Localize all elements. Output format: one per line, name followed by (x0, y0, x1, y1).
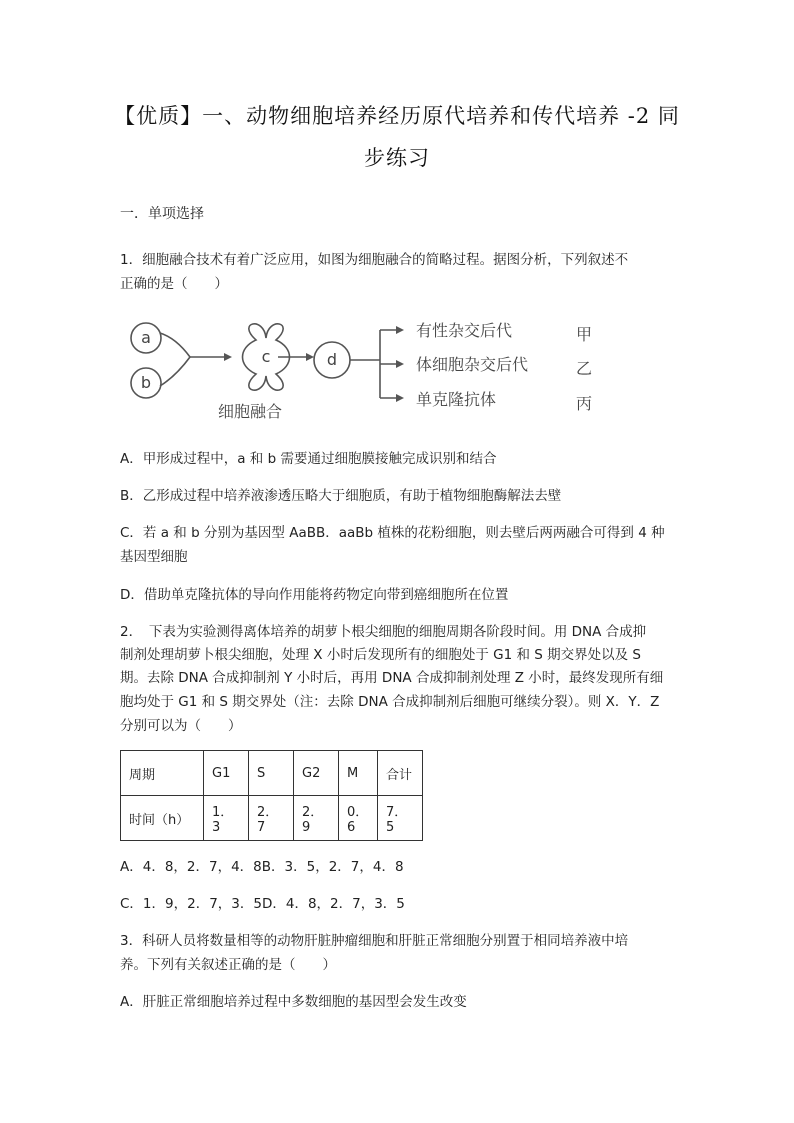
cell-c-label: c (261, 347, 271, 366)
document-title-line1: 【优质】一、动物细胞培养经历原代培养和传代培养 -2 同 (114, 104, 680, 128)
arrowhead-d (306, 353, 314, 361)
q1-option-c-line2: 基因型细胞 (120, 549, 188, 565)
fusion-label: 细胞融合 (218, 402, 283, 421)
document-title-line2: 步练习 (364, 146, 430, 170)
table-header-cell: G2 (294, 751, 339, 796)
outcome-mark-1: 甲 (576, 325, 593, 344)
table-cell: 1．3 (204, 796, 249, 841)
cell-d-label: d (326, 350, 338, 369)
outcome-label-1: 有性杂交后代 (416, 321, 513, 340)
table-header-cell: 合计 (378, 751, 423, 796)
outcome-label-2: 体细胞杂交后代 (416, 355, 529, 374)
table-cell: 时间（h） (121, 796, 204, 841)
table-row (121, 796, 423, 841)
outcome-mark-2: 乙 (576, 359, 593, 378)
q1-option-b: B．乙形成过程中培养液渗透压略大于细胞质，有助于植物细胞酶解法去壁 (120, 488, 562, 504)
cell-fusion-diagram (118, 310, 608, 425)
q3-option-a: A．肝脏正常细胞培养过程中多数细胞的基因型会发生改变 (120, 994, 467, 1010)
table-cell: 7．5 (378, 796, 423, 841)
merge-lines (160, 333, 190, 386)
arrowhead-middle (396, 360, 404, 368)
table-header-cell: M (339, 751, 378, 796)
q2-stem-line2: 制剂处理胡萝卜根尖细胞，处理 X 小时后发现所有的细胞处于 G1 和 S 期交界处以及 S (120, 647, 641, 663)
q1-option-a: A．甲形成过程中，a 和 b 需要通过细胞膜接触完成识别和结合 (120, 451, 497, 467)
q1-option-c-line1: C．若 a 和 b 分别为基因型 AaBB．aaBb 植株的花粉细胞，则去壁后两两融合可得到 4 种 (120, 525, 665, 541)
q2-stem-line5: 分别可以为（ ） (120, 718, 242, 734)
q1-stem-line1: 1．细胞融合技术有着广泛应用，如图为细胞融合的简略过程。据图分析，下列叙述不 (120, 252, 629, 268)
arrowhead-bottom (396, 394, 404, 402)
section-heading: 一．单项选择 (120, 206, 204, 222)
q2-options-line2: C．1．9，2．7，3．5D．4．8，2．7，3．5 (120, 896, 405, 912)
arrowhead-top (396, 326, 404, 334)
q1-stem-line2: 正确的是（ ） (120, 276, 228, 292)
table-header-cell: 周期 (121, 751, 204, 796)
cell-cycle-table (120, 750, 423, 841)
table-header-row (121, 751, 423, 796)
cell-a-label: a (141, 328, 151, 347)
outcome-mark-3: 丙 (576, 394, 593, 413)
table-header-cell: G1 (204, 751, 249, 796)
q3-stem-line1: 3．科研人员将数量相等的动物肝脏肿瘤细胞和肝脏正常细胞分别置于相同培养液中培 (120, 933, 629, 949)
cell-b-label: b (140, 373, 152, 392)
q1-option-d: D．借助单克隆抗体的导向作用能将药物定向带到癌细胞所在位置 (120, 587, 509, 603)
table-header-cell: S (249, 751, 294, 796)
q3-stem-line2: 养。下列有关叙述正确的是（ ） (120, 957, 336, 973)
table-cell: 0．6 (339, 796, 378, 841)
table-cell: 2．7 (249, 796, 294, 841)
q2-options-line1: A．4．8，2．7，4．8B．3．5，2．7，4．8 (120, 859, 404, 875)
q2-stem-line4: 胞均处于 G1 和 S 期交界处（注：去除 DNA 合成抑制剂后细胞可继续分裂）。则 X．Y．Z (120, 694, 660, 710)
arrowhead-c (224, 353, 232, 361)
outcome-label-3: 单克隆抗体 (416, 390, 497, 409)
table-cell: 2．9 (294, 796, 339, 841)
q2-stem-line3: 期。去除 DNA 合成抑制剂 Y 小时后，再用 DNA 合成抑制剂处理 Z 小时，最终发现所有细 (120, 670, 664, 686)
q2-stem-line1: 2． 下表为实验测得离体培养的胡萝卜根尖细胞的细胞周期各阶段时间。用 DNA 合成抑 (120, 624, 647, 640)
